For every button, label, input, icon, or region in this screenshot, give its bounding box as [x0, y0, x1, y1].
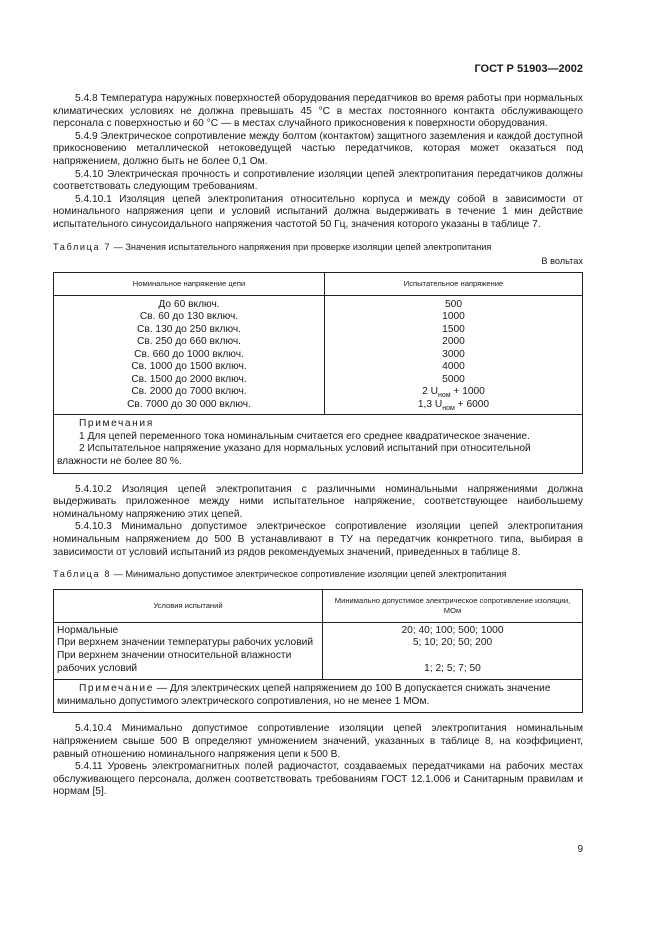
paragraph-5-4-10-2: 5.4.10.2 Изоляция цепей электропитания с различными номинальными напряжениями должна выдерживать приложенное между ними испытательное напряжение, соответствующее наибольшему номинальному напряжению этих цепей.: [53, 483, 583, 520]
paragraph-5-4-11: 5.4.11 Уровень электромагнитных полей радиочастот, создаваемых передатчиками на рабочих местах обслуживающего персонала, должен соответствовать требованиям ГОСТ 12.1.006 и Санитарным правилам и нормам [5].: [53, 761, 583, 798]
table-cell: 1500: [442, 323, 465, 335]
page-number: 9: [577, 844, 583, 855]
table7-caption-label: Таблица 7: [53, 241, 112, 252]
table-cell: Св. 60 до 130 включ.: [139, 311, 239, 323]
table8-caption-text: — Минимально допустимое электрическое сопротивление изоляции цепей электропитания: [111, 569, 507, 580]
table-cell: При верхнем значении температуры рабочих условий: [57, 637, 314, 649]
table8-header-resistance: Минимально допустимое электрическое сопротивление изоляции, МОм: [323, 589, 583, 622]
paragraph-5-4-10-1: 5.4.10.1 Изоляция цепей электропитания относительно корпуса и между собой в зависимости от номинального напряжения цепи и условий испытаний должна выдерживать в течение 1 мин действие испытательного синусоидального напряжения частотой 50 Гц, значения которого указаны в таблице 7.: [53, 193, 583, 230]
table-cell: 3000: [442, 348, 465, 360]
table-cell: 1000: [442, 311, 465, 323]
table8-caption-label: Таблица 8: [53, 569, 112, 580]
table-cell: Св. 1000 до 1500 включ.: [131, 361, 247, 373]
table7-units: В вольтах: [541, 256, 583, 267]
table-cell: 4000: [442, 361, 465, 373]
table-cell: 2000: [442, 336, 465, 348]
table-cell-formula: [325, 399, 582, 412]
table-cell: До 60 включ.: [158, 298, 220, 310]
paragraph-5-4-8: 5.4.8 Температура наружных поверхностей оборудования передатчиков во время работы при нормальных климатических условиях не должна превышать 45 °С в местах постоянного контакта обслуживающего персонала с поверхностью и 60 °С — в местах случайного прикосновения к поверхности оборудования.: [53, 93, 583, 130]
table7-caption: [53, 241, 583, 254]
table-7: [53, 272, 583, 474]
table7-note-2: 2 Испытательное напряжение указано для нормальных условий испытаний при относительной влажности не более 80 %.: [57, 443, 531, 467]
table7-nominal-column: [54, 295, 325, 415]
table-cell: 500: [445, 298, 462, 310]
formula-addend: + 6000: [454, 398, 490, 410]
table7-header-test: Испытательное напряжение: [325, 272, 583, 295]
table8-caption: [53, 568, 583, 581]
table-cell: Св. 2000 до 7000 включ.: [131, 386, 247, 398]
formula-coefficient: 2 U: [422, 386, 438, 398]
table8-conditions-column: [54, 622, 323, 679]
table-cell: Св. 7000 до 30 000 включ.: [127, 398, 251, 410]
formula-addend: + 1000: [450, 386, 485, 398]
table-cell: 1; 2; 5; 7; 50: [424, 662, 481, 674]
formula-subscript: ном: [442, 404, 455, 412]
formula-coefficient: 1,3 U: [417, 398, 443, 410]
table-cell: 5000: [442, 373, 465, 385]
table8-note-text: [57, 683, 579, 708]
table8-note-body: — Для электрических цепей напряжением до 100 В допускается снижать значение минимально допустимого электрического сопротивления, но не менее 1 МОм.: [57, 683, 551, 707]
paragraph-5-4-10-3: 5.4.10.3 Минимально допустимое электрическое сопротивление изоляции цепей электропитания номинальным напряжением до 500 В устанавливают в ТУ на передатчик конкретного типа, выбирая в зависимости от условий испытаний из рядов рекомендуемых значений, приведенных в таблице 8.: [53, 521, 583, 558]
table-8: [53, 589, 583, 714]
document-header: ГОСТ Р 51903—2002: [474, 63, 583, 75]
table7-notes-title: Примечания: [79, 418, 154, 430]
table8-values-column: [323, 622, 583, 679]
table7-test-column: [325, 295, 583, 415]
paragraph-5-4-9: 5.4.9 Электрическое сопротивление между болтом (контактом) защитного заземления и каждой доступной прикосновению металлической нетоковедущей частью передатчиков, которая может оказаться под напряжением, должно быть не более 0,1 Ом.: [53, 130, 583, 167]
table-cell: 5; 10; 20; 50; 200: [412, 637, 493, 649]
table7-notes: [54, 415, 583, 473]
table8-header-conditions: Условия испытаний: [54, 589, 323, 622]
table-cell: Св. 660 до 1000 включ.: [134, 348, 244, 360]
table7-header-nominal: Номинальное напряжение цепи: [54, 272, 325, 295]
table-cell: Св. 250 до 660 включ.: [136, 336, 241, 348]
table-cell: Св. 1500 до 2000 включ.: [131, 373, 247, 385]
table-cell: 20; 40; 100; 500; 1000: [401, 624, 504, 636]
formula-subscript: ном: [438, 392, 451, 400]
table-cell: Св. 130 до 250 включ.: [136, 323, 241, 335]
table-cell: При верхнем значении относительной влажности рабочих условий: [57, 649, 292, 674]
table-cell-formula: [325, 386, 582, 399]
table8-note: [54, 680, 583, 713]
paragraph-5-4-10: 5.4.10 Электрическая прочность и сопротивление изоляции цепей электропитания передатчиков должны соответствовать следующим требованиям.: [53, 168, 583, 193]
table8-note-label: Примечание: [79, 683, 154, 695]
table7-caption-text: — Значения испытательного напряжения при проверке изоляции цепей электропитания: [111, 241, 492, 252]
document-page: [53, 0, 583, 935]
table-cell: Нормальные: [57, 624, 119, 636]
document-body: [53, 93, 583, 799]
paragraph-5-4-10-4: 5.4.10.4 Минимально допустимое сопротивление изоляции цепей электропитания номинальным напряжением свыше 500 В определяют умножением значений, указанных в таблице 8, на коэффициент, равный отношению номинального напряжения цепи к 500 В.: [53, 723, 583, 760]
table7-note-1: 1 Для цепей переменного тока номинальным считается его среднее квадратическое значение.: [79, 430, 530, 442]
